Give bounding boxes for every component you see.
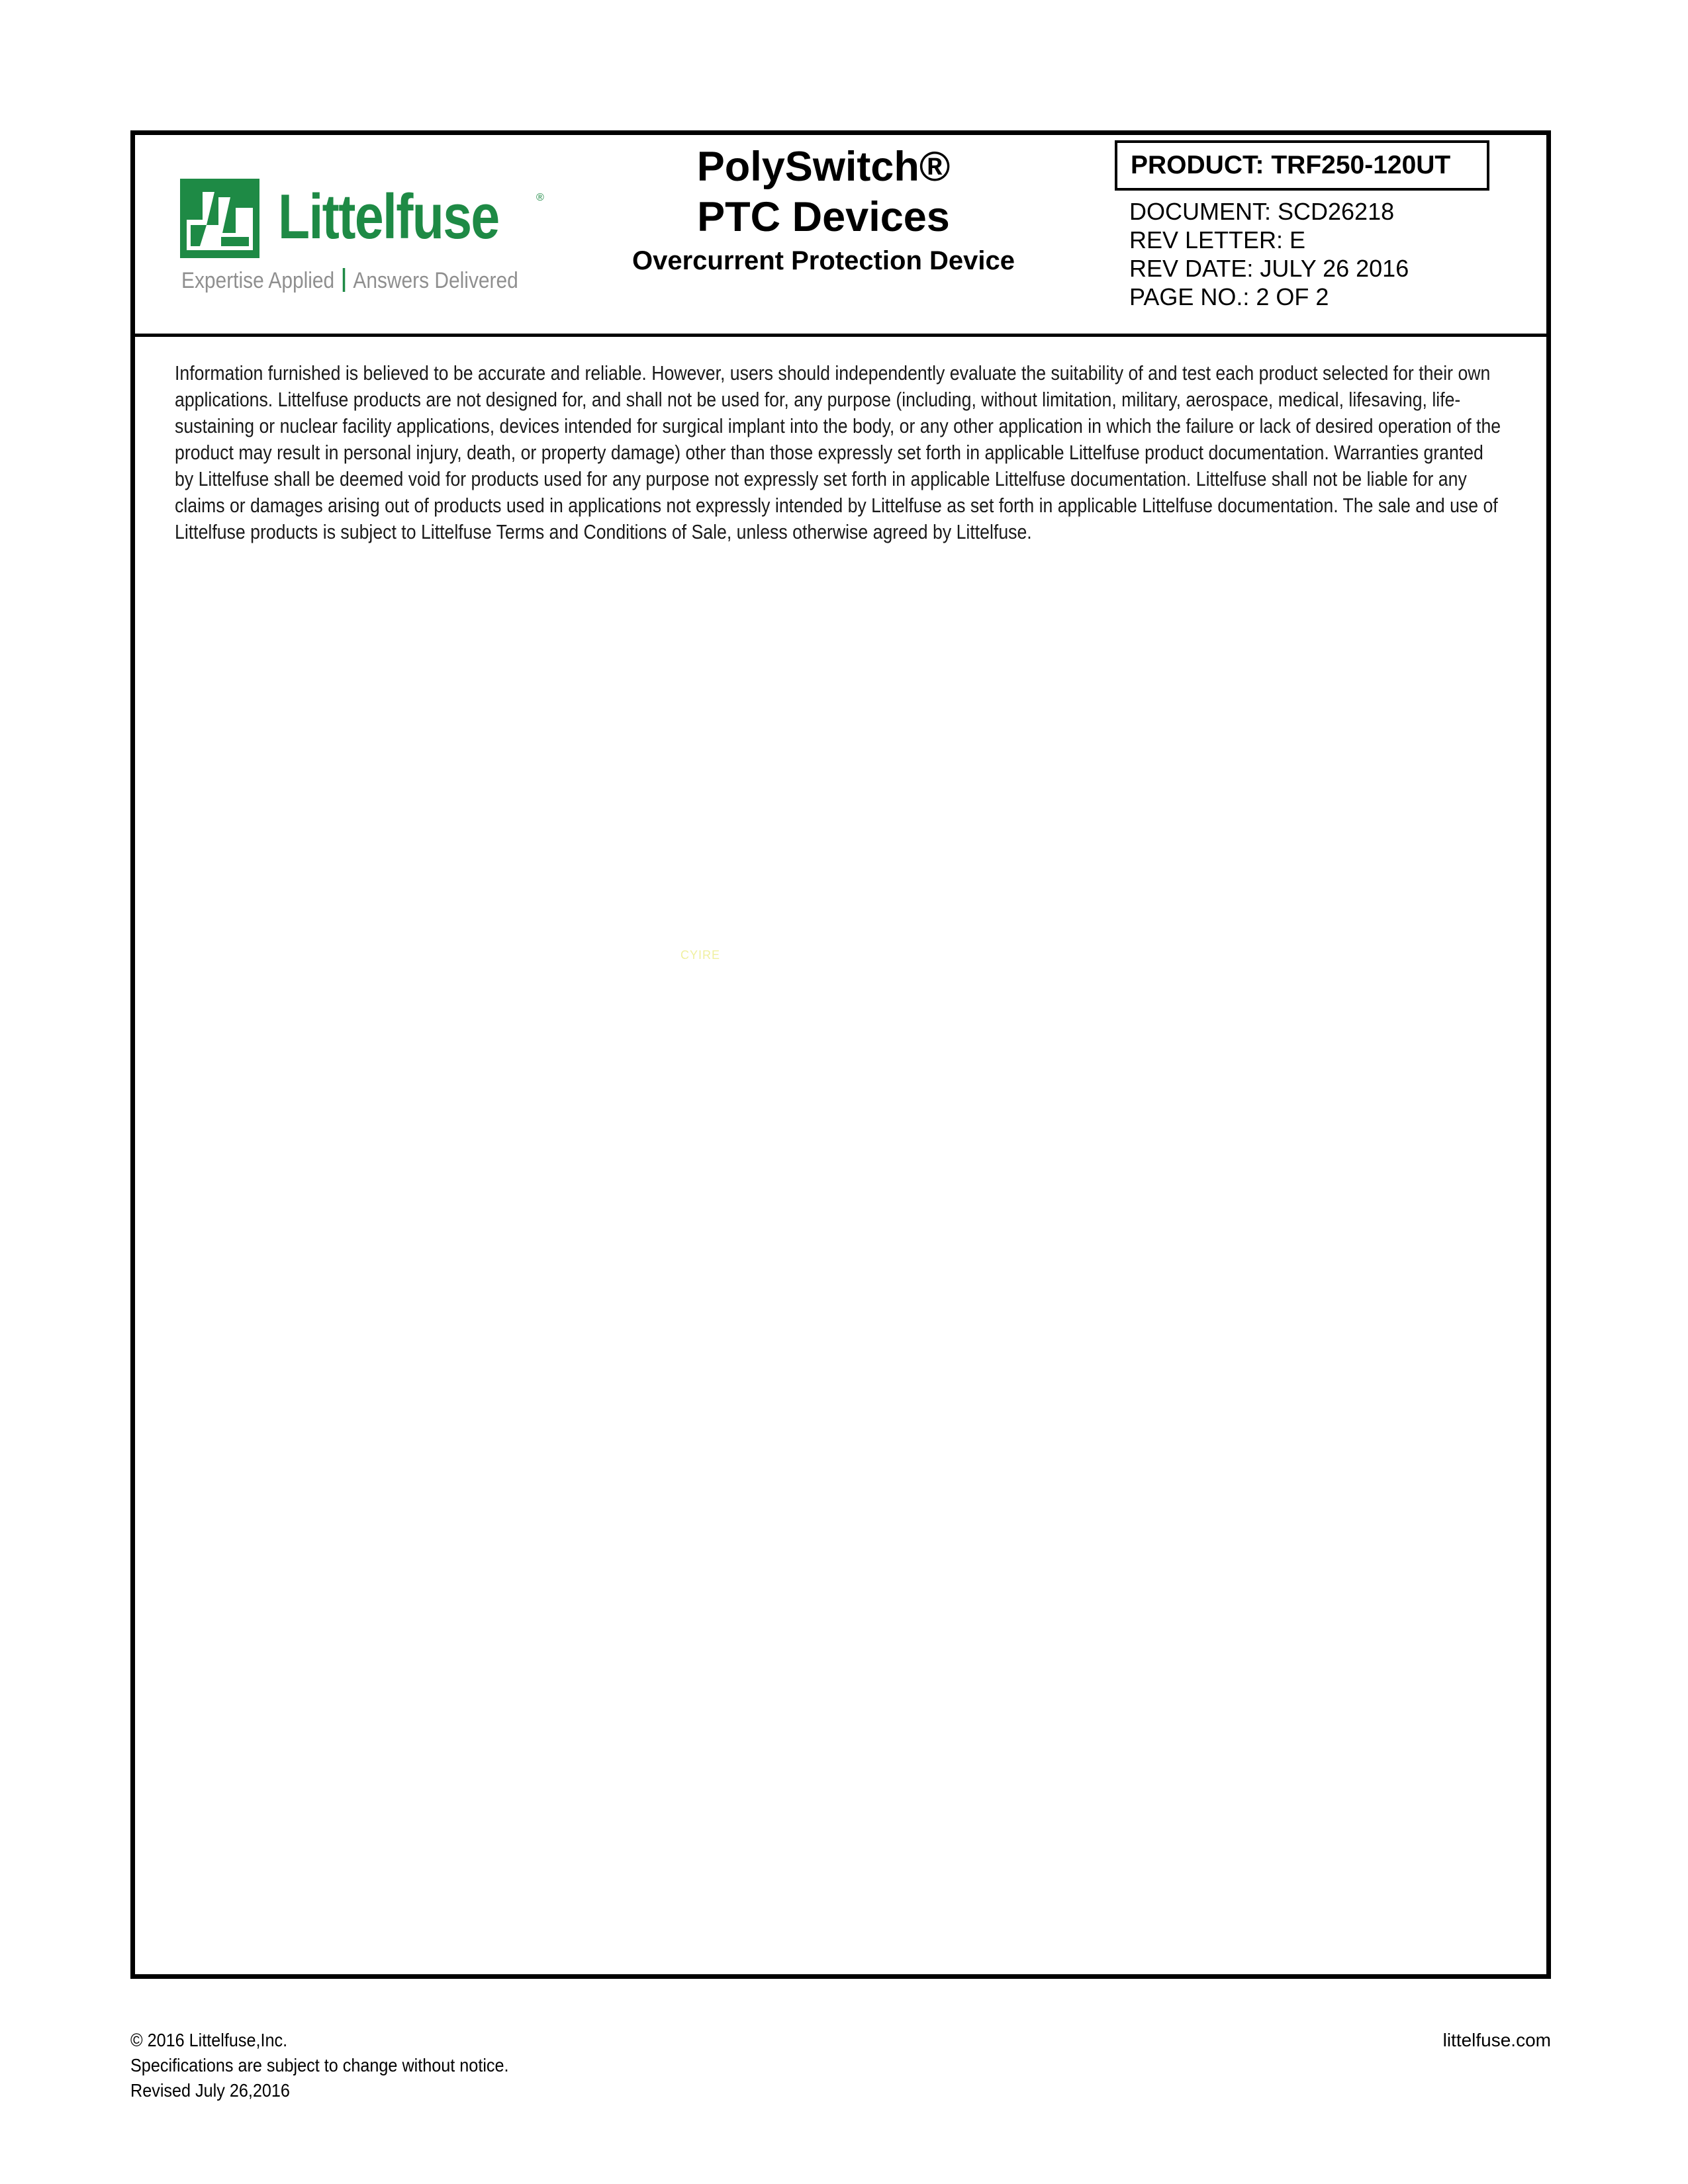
disclaimer-text: Information furnished is believed to be accurate and reliable. However, users should independently evaluate the suitability of and test each product selected for their own applications. Littelfuse products are not designed for, and shall not be used for, any purpose (including, without limitation, military, aerospace, medical, lifesaving, life-sustaining or nuclear facility applications, devices intended for surgical implant into the body, or any other application in which the failure or lack of desired operation of the product may result in personal injury, death, or property damage) other than those expressly set forth in applicable Littelfuse product documentation. Warranties granted by Littelfuse shall be deemed void for products used for any purpose not expressly set forth in applicable Littelfuse documentation. Littelfuse shall not be liable for any claims or damages arising out of products used in applications not expressly intended by Littelfuse as set forth in applicable Littelfuse documentation. The sale and use of Littelfuse products is subject to Littelfuse Terms and Conditions of Sale, unless otherwise agreed by Littelfuse. bbox=[175, 361, 1501, 543]
rev-date: REV DATE: JULY 26 2016 bbox=[1129, 255, 1409, 282]
logo-tagline bbox=[181, 268, 518, 294]
logo-registered-mark: ® bbox=[536, 192, 544, 203]
header-titles bbox=[618, 142, 1029, 279]
header-divider bbox=[135, 334, 1546, 337]
rev-letter: REV LETTER: E bbox=[1129, 226, 1306, 253]
product-family-title: PolySwitch® bbox=[696, 144, 951, 190]
product-id-box: PRODUCT: TRF250-120UT bbox=[1115, 140, 1489, 191]
footer-left bbox=[130, 2028, 509, 2103]
document-frame bbox=[130, 130, 1551, 1979]
littelfuse-logo-icon bbox=[180, 179, 259, 258]
page-number: PAGE NO.: 2 OF 2 bbox=[1129, 283, 1329, 310]
footer-website[interactable]: littelfuse.com bbox=[1442, 2030, 1551, 2050]
watermark: CYIRE bbox=[680, 948, 721, 962]
document-meta bbox=[1129, 197, 1409, 311]
footer-notice: Specifications are subject to change without notice. bbox=[130, 2055, 509, 2075]
document-number: DOCUMENT: SCD26218 bbox=[1129, 198, 1395, 225]
tagline-left: Expertise Applied bbox=[181, 268, 335, 293]
footer-revised: Revised July 26,2016 bbox=[130, 2080, 290, 2101]
product-type-title: PTC Devices bbox=[697, 194, 950, 240]
littelfuse-logo bbox=[180, 179, 577, 304]
tagline-right: Answers Delivered bbox=[353, 268, 518, 293]
tagline-separator bbox=[343, 268, 346, 292]
product-subtitle: Overcurrent Protection Device bbox=[632, 246, 1015, 275]
logo-wordmark: Littelfuse bbox=[278, 181, 499, 252]
footer-copyright: © 2016 Littelfuse,Inc. bbox=[130, 2030, 288, 2050]
